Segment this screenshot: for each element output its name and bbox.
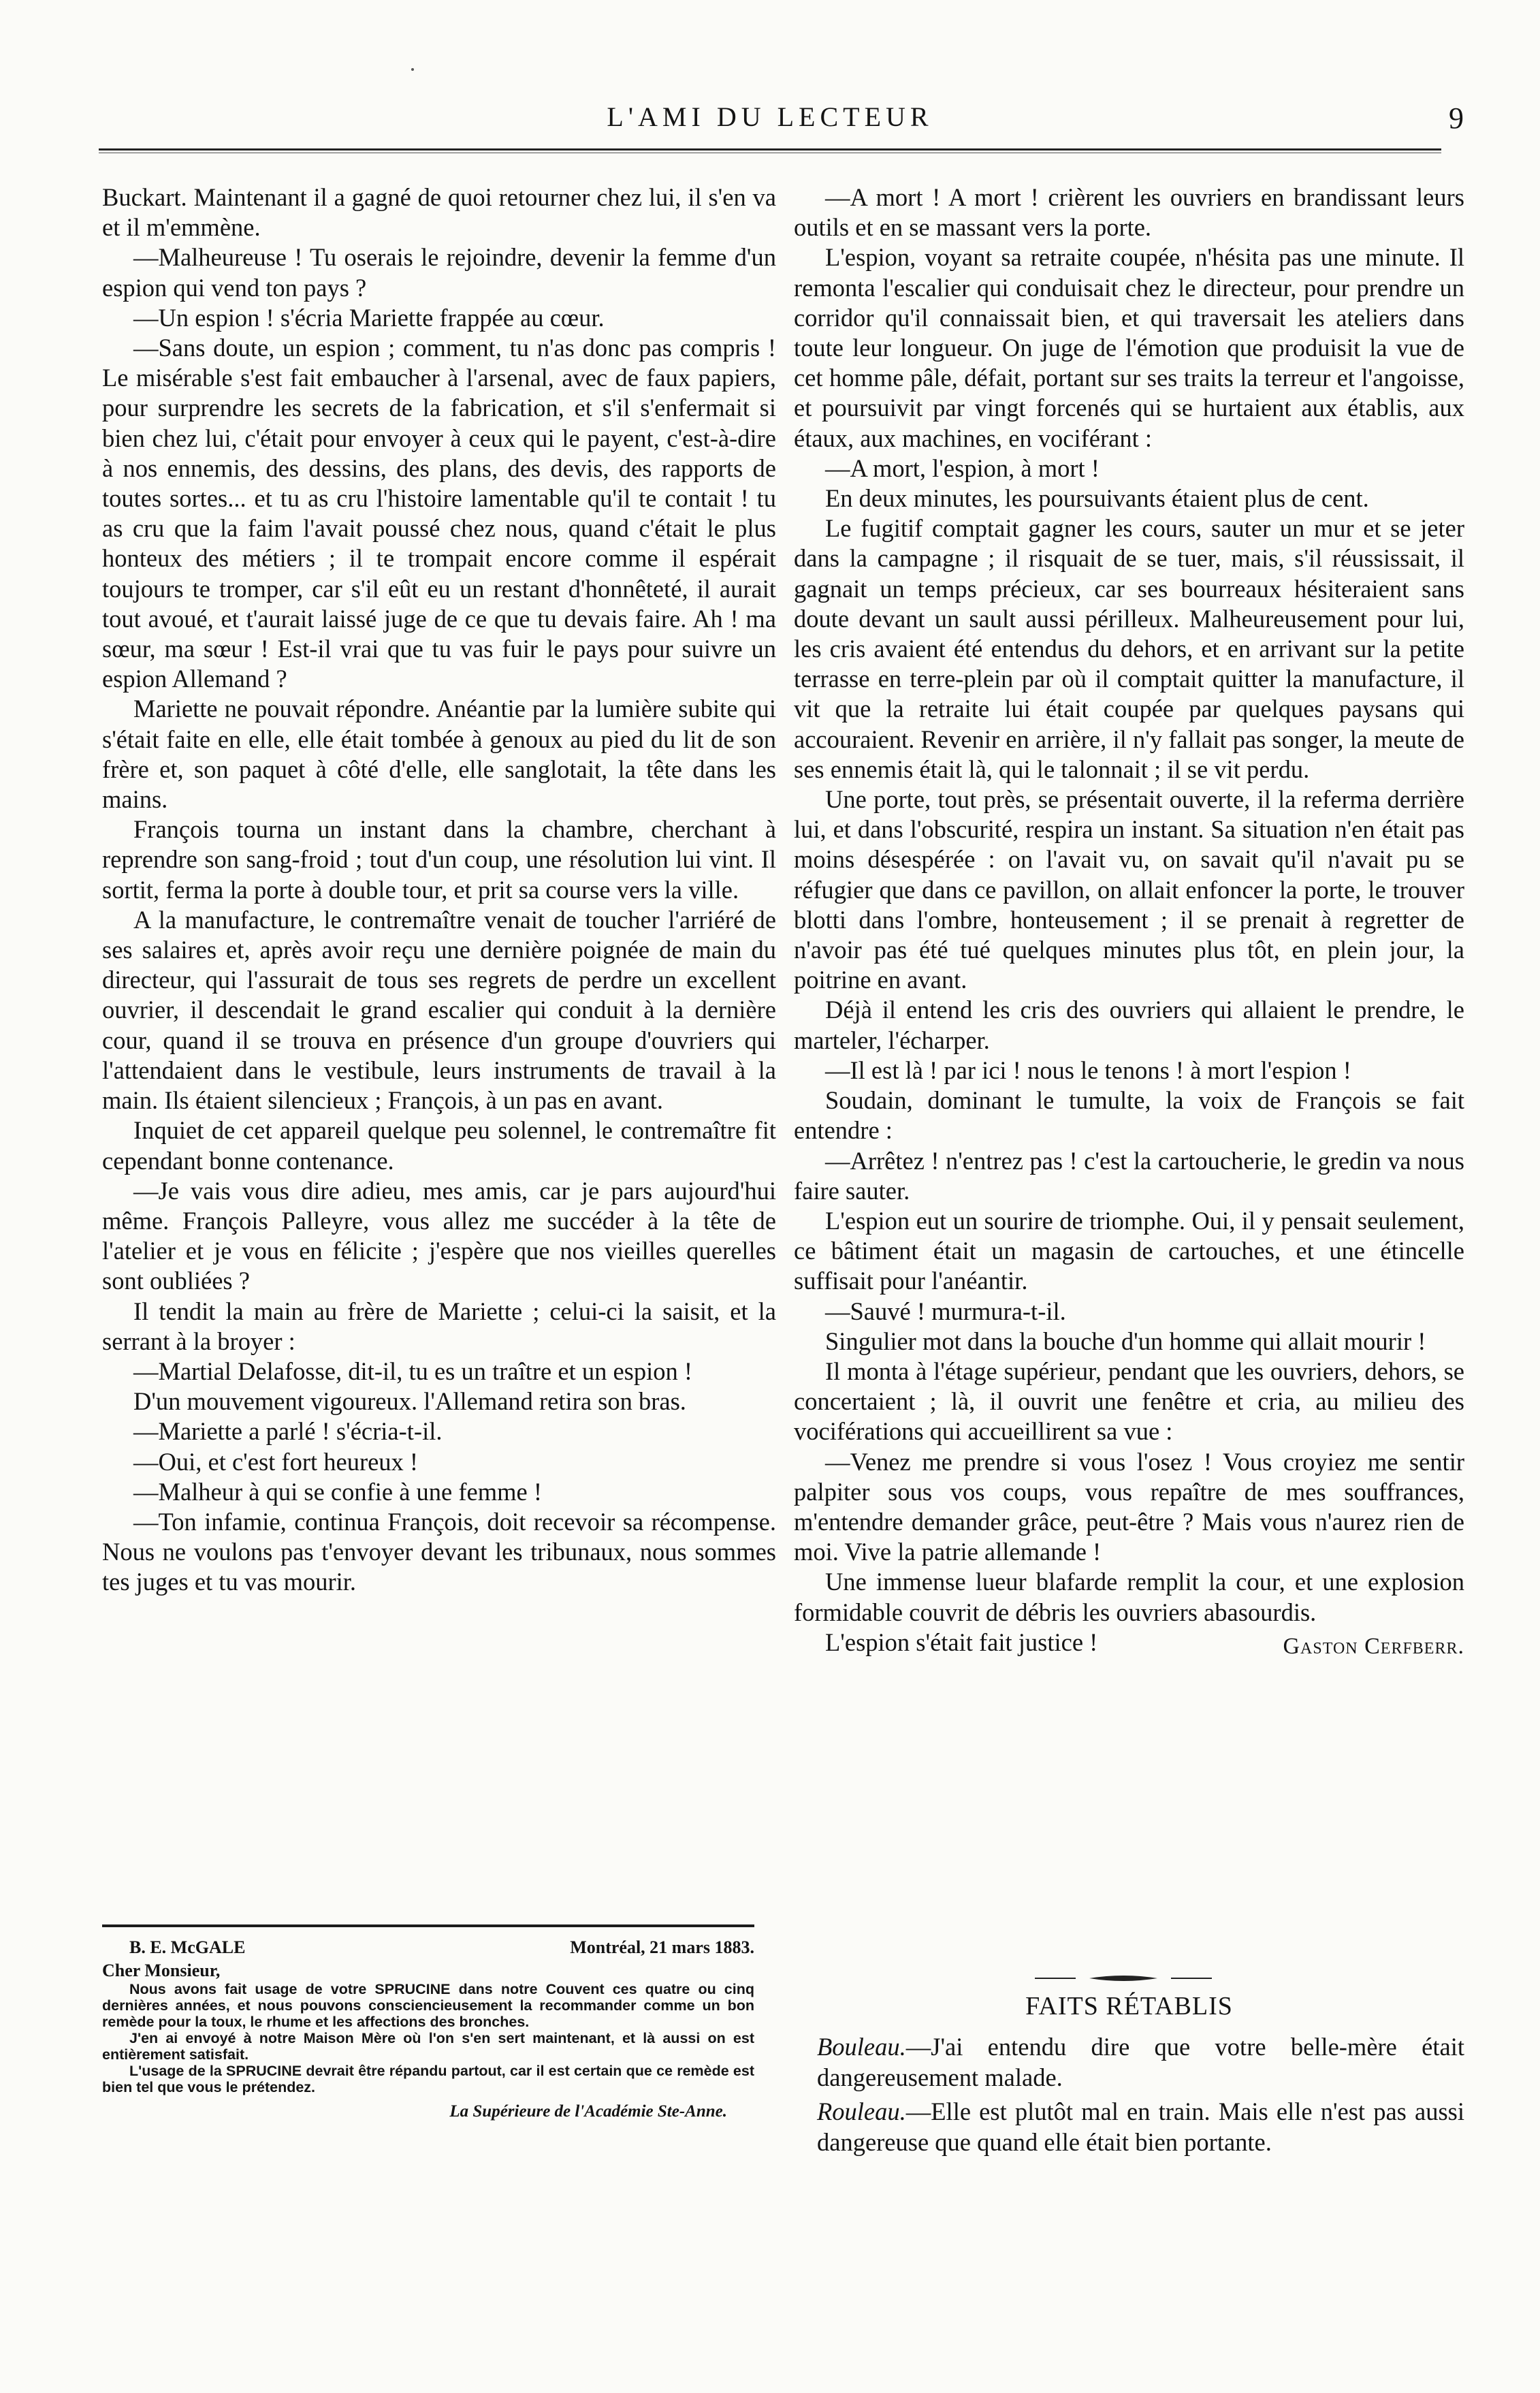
header-rule [99, 148, 1441, 153]
paragraph: —Arrêtez ! n'entrez pas ! c'est la cartoucherie, le gredin va nous faire sauter. [794, 1146, 1464, 1205]
dialogue-text: —Elle est plutôt mal en train. Mais elle n'est pas aussi dangereuse que quand elle était bien portante. [817, 2097, 1464, 2156]
paragraph: D'un mouvement vigoureux. l'Allemand retira son bras. [133, 1387, 686, 1416]
paragraph: A la manufacture, le contremaître venait de toucher l'arriéré de ses salaires et, après avoir reçu une dernière poignée de main du directeur, qui l'assurait de tous ses regrets de perdre un excellent ouvrier, il descendait le grand escalier qui conduit à la dernière cour, quand il se trouva en présence d'un groupe d'ouvriers qui l'attendaient dans le vestibule, leurs instruments de travail à la main. Ils étaient silencieux ; François, à un pas en avant. [102, 905, 776, 1115]
paragraph: Il monta à l'étage supérieur, pendant que les ouvriers, dehors, se concertaient ; là, il ouvrit une fenêtre et cria, au milieu des vociférations qui accueillirent sa vue : [794, 1357, 1464, 1446]
paragraph: Déjà il entend les cris des ouvriers qui allaient le prendre, le marteler, l'écharper. [794, 996, 1464, 1054]
paragraph: Une immense lueur blafarde remplit la cour, et une explosion formidable couvrit de débris les ouvriers abasourdis. [794, 1568, 1464, 1626]
advertisement-paragraph: L'usage de la SPRUCINE devrait être répandu partout, car il est certain que ce remède est bien tel que vous le prétendez. [102, 2063, 754, 2095]
left-column [102, 183, 776, 1598]
paragraph: En deux minutes, les poursuivants étaient plus de cent. [825, 484, 1369, 513]
paragraph: —A mort, l'espion, à mort ! [825, 454, 1100, 482]
paragraph: —Sauvé ! murmura-t-il. [825, 1297, 1066, 1325]
advertisement-greeting: Cher Monsieur, [102, 1961, 221, 1980]
paragraph: —Malheur à qui se confie à une femme ! [133, 1477, 542, 1506]
paragraph: François tourna un instant dans la chambre, cherchant à reprendre son sang-froid ; tout d'un coup, une résolution lui vint. Il sortit, ferma la porte à double tour, et prit sa course vers la ville. [102, 815, 776, 904]
advertisement-body [102, 1981, 754, 2095]
paragraph: —A mort ! A mort ! crièrent les ouvriers en brandissant leurs outils et en se massant vers la porte. [794, 183, 1464, 242]
paragraph: L'espion eut un sourire de triomphe. Oui, il y pensait seulement, ce bâtiment était un magasin de cartouches, et une étincelle suffisait pour l'anéantir. [794, 1206, 1464, 1295]
faits-section [817, 2032, 1464, 2161]
ink-speck [411, 68, 414, 71]
paragraph: Mariette ne pouvait répondre. Anéantie par la lumière subite qui s'était faite en elle, elle était tombée à genoux au pied du lit de son frère et, son paquet à côté d'elle, elle sanglotait, la tête dans les mains. [102, 695, 776, 814]
advertisement-paragraph: J'en ai envoyé à notre Maison Mère où l'on s'en sert maintenant, et là aussi on est entièrement satisfait. [102, 2030, 754, 2063]
advertisement-date: Montréal, 21 mars 1883. [570, 1937, 754, 1957]
paragraph: —Martial Delafosse, dit-il, tu es un traître et un espion ! [133, 1357, 693, 1385]
paragraph: Singulier mot dans la bouche d'un homme qui allait mourir ! [825, 1327, 1426, 1355]
paragraph: —Oui, et c'est fort heureux ! [133, 1447, 419, 1476]
right-column [794, 183, 1464, 1658]
paragraph: —Mariette a parlé ! s'écria-t-il. [133, 1417, 443, 1446]
paragraph: —Ton infamie, continua François, doit recevoir sa récompense. Nous ne voulons pas t'envoyer devant les tribunaux, nous sommes tes juges et tu vas mourir. [102, 1507, 776, 1596]
speaker: Rouleau. [817, 2097, 906, 2125]
paragraph: —Sans doute, un espion ; comment, tu n'as donc pas compris ! Le misérable s'est fait embaucher à l'arsenal, avec de faux papiers, pour surprendre les secrets de la fabrication, et s'il s'enfermait si bien chez lui, c'était pour envoyer à ceux qui le payent, c'est-à-dire à nos ennemis, des dessins, des plans, des devis, des rapports de toutes sortes... et tu as cru l'histoire lamentable qu'il te contait ! tu as cru que la faim l'avait poussé chez nous, quand c'était le plus honteux des métiers ; il te trompait encore comme il espérait toujours te tromper, car s'il eût eu un restant d'honnêteté, il aurait tout avoué, et t'aurait laissé juge de ce que tu devais faire. Ah ! ma sœur, ma sœur ! Est-il vrai que tu vas fuir le pays pour suivre un espion Allemand ? [102, 334, 776, 693]
paragraph: Inquiet de cet appareil quelque peu solennel, le contremaître fit cependant bonne contenance. [102, 1116, 776, 1175]
advertisement-rule [102, 1924, 754, 1927]
dialogue-line [817, 2097, 1464, 2157]
paragraph: Buckart. Maintenant il a gagné de quoi retourner chez lui, il s'en va et il m'emmène. [102, 183, 776, 242]
speaker: Bouleau. [817, 2033, 906, 2061]
paragraph: Il tendit la main au frère de Mariette ; celui-ci la saisit, et la serrant à la broyer : [102, 1297, 776, 1355]
paragraph: —Il est là ! par ici ! nous le tenons ! à mort l'espion ! [825, 1056, 1351, 1084]
advertisement-header [102, 1937, 754, 1958]
paragraph: Le fugitif comptait gagner les cours, sauter un mur et se jeter dans la campagne ; il risquait de se tuer, mais, s'il réussissait, il gagnait un temps précieux, car ses bourreaux hésiteraient sans doute devant un sault aussi périlleux. Malheureusement pour lui, les cris avaient été entendus du dehors, et en arrivant sur la petite terrasse en terre-plein par où il comptait quitter la manufacture, il vit que la retraite lui était coupée par quelques paysans qui accouraient. Revenir en arrière, il n'y fallait pas songer, la meute de ses ennemis était là, qui le talonnait ; il se vit perdu. [794, 514, 1464, 783]
advertisement-sender: B. E. McGALE [129, 1937, 246, 1957]
dialogue-text: —J'ai entendu dire que votre belle-mère était dangereusement malade. [817, 2033, 1464, 2091]
section-title: FAITS RÉTABLIS [1025, 1992, 1233, 2020]
paragraph: —Malheureuse ! Tu oserais le rejoindre, devenir la femme d'un espion qui vend ton pays ? [102, 243, 776, 302]
paragraph: —Je vais vous dire adieu, mes amis, car je pars aujourd'hui même. François Palleyre, vous allez me succéder à la tête de l'atelier et je vous en félicite ; j'espère que nos vieilles querelles sont oubliées ? [102, 1176, 776, 1295]
paragraph: Une porte, tout près, se présentait ouverte, il la referma derrière lui, et dans l'obscurité, respira un instant. Sa situation n'en était pas moins désespérée : on l'avait vu, on savait qu'il n'avait pu se réfugier que dans ce pavillon, on allait enfoncer la porte, le trouver blotti dans l'ombre, honteusement ; il se prenait à regretter de n'avoir pas été tué quelques minutes plus tôt, en plein jour, la poitrine en avant. [794, 785, 1464, 994]
page-number: 9 [1449, 101, 1464, 135]
advertisement [102, 1937, 754, 2121]
advertisement-closing: La Supérieure de l'Académie Ste-Anne. [449, 2102, 727, 2121]
paragraph: Soudain, dominant le tumulte, la voix de François se fait entendre : [794, 1086, 1464, 1145]
paragraph: L'espion, voyant sa retraite coupée, n'hésita pas une minute. Il remonta l'escalier qui conduisait chez le directeur, pour prendre un corridor qu'il connaissait bien, et qui traversait les ateliers dans toute leur longueur. On juge de l'émotion que produisit la vue de cet homme pâle, défait, portant sur ses traits la terreur et l'angoisse, et poursuivit par vingt forcenés qui se hurtaient aux établis, aux étaux, aux machines, en vociférant : [794, 243, 1464, 452]
paragraph: —Venez me prendre si vous l'osez ! Vous croyiez me sentir palpiter sous vos coups, vous repaître de mes souffrances, m'entendre demander grâce, peut-être ? Mais vous n'aurez rien de moi. Vive la patrie allemande ! [794, 1447, 1464, 1566]
author-signature: Gaston Cerfberr. [1283, 1633, 1464, 1659]
advertisement-paragraph: Nous avons fait usage de votre SPRUCINE dans notre Couvent ces quatre ou cinq dernières années, et nous pouvons consciencieusement la recommander comme un bon remède pour la toux, le rhume et les affections des bronches. [102, 1981, 754, 2030]
paragraph: —Un espion ! s'écria Mariette frappée au cœur. [133, 303, 605, 332]
section-separator [1035, 1971, 1212, 1985]
paragraph: L'espion s'était fait justice ! [825, 1628, 1098, 1656]
closing-line [794, 1628, 1464, 1658]
running-title: L'AMI DU LECTEUR [607, 101, 933, 132]
dialogue-line [817, 2032, 1464, 2093]
